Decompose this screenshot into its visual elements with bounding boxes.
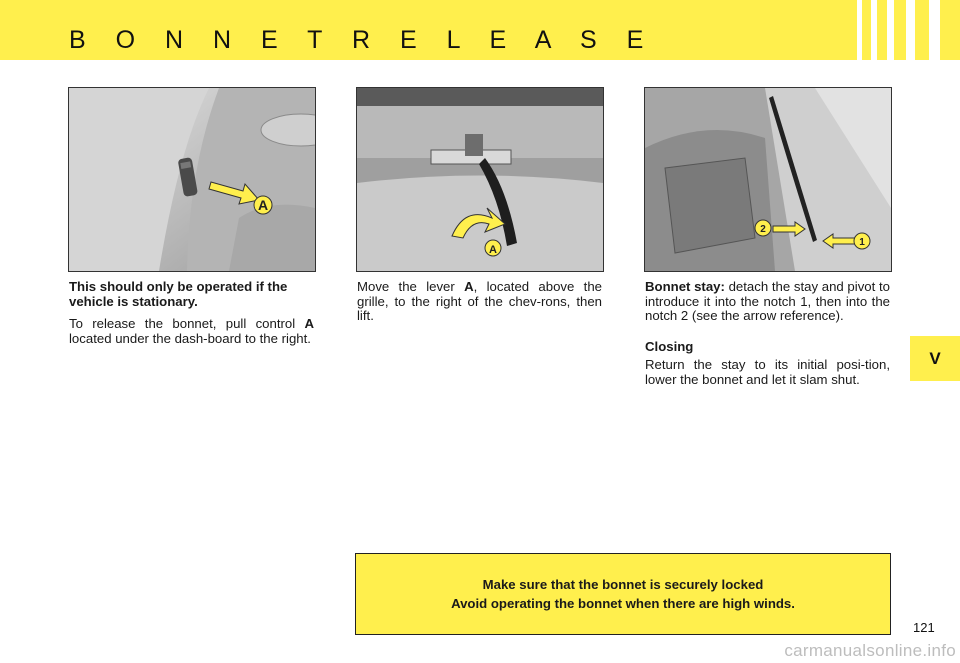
warning-line-1: Make sure that the bonnet is securely locked [482, 577, 764, 592]
warning-line-2: Avoid operating the bonnet when there are high winds. [451, 596, 795, 611]
photo-bonnet-lever [356, 87, 604, 272]
warning-box [355, 553, 891, 635]
photo-label-1: 1 [859, 237, 865, 248]
stay-instructions: Bonnet stay: detach the stay and pivot to introduce it into the notch 1, then into the notch 2 (see the arrow reference). [645, 279, 890, 323]
page-title: B O N N E T R E L E A S E [69, 26, 655, 54]
photo-label-2: 2 [760, 224, 766, 235]
column-bonnet-stay [645, 280, 890, 395]
photo-label-a: A [489, 244, 497, 256]
photo-label-a: A [257, 197, 269, 213]
photo-bonnet-stay [644, 87, 892, 272]
watermark: carmanualsonline.info [784, 641, 956, 660]
lever-instructions: Move the lever A, located above the grille, to the right of the chev-rons, then lift. [357, 279, 602, 323]
photo-release-control [68, 87, 316, 272]
closing-instructions: Return the stay to its initial posi-tion, lower the bonnet and let it slam shut. [645, 357, 890, 387]
column-release-control [69, 280, 314, 354]
page-number: 121 [913, 620, 935, 635]
header-stripes [841, 0, 960, 60]
release-instructions: To release the bonnet, pull control A located under the dash-board to the right. [69, 316, 314, 346]
column-bonnet-lever [357, 280, 602, 332]
chapter-tab: V [910, 336, 960, 381]
closing-heading: Closing [645, 338, 694, 354]
stationary-warning: This should only be operated if the vehicle is stationary. [69, 279, 288, 309]
